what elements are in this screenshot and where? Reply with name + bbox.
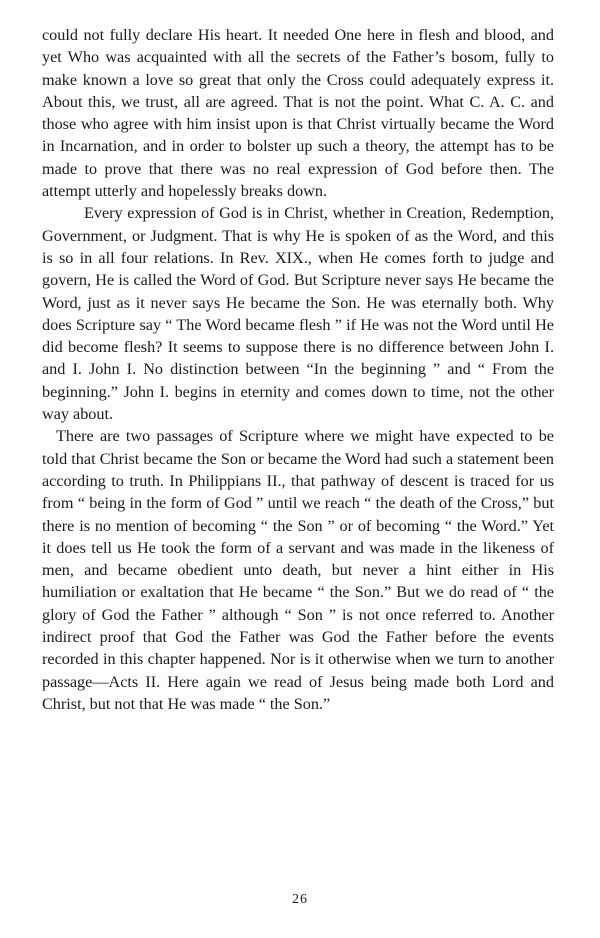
paragraph-1: could not fully declare His heart. It needed One here in flesh and blood, and yet Who was acquainted with all the secrets of the Father’s bosom, fully to make known a love so great that only the Cross could adequately express it. About this, we trust, all are agreed. That is not the point. What C. A. C. and those who agree with him insist upon is that Christ virtually became the Word in Incarnation, and in order to bolster up such a theory, the attempt has to be made to prove that there was no real expression of God before then. The attempt utterly and hopelessly breaks down. bbox=[42, 26, 554, 201]
body-text bbox=[42, 24, 554, 715]
paragraph-3: There are two passages of Scripture where we might have expected to be told that Christ became the Son or became the Word had such a statement been according to truth. In Philippians II., that pathway of descent is traced for us from “ being in the form of God ” until we reach “ the death of the Cross,” but there is no mention of becoming “ the Son ” or of becoming “ the Word.” Yet it does tell us He took the form of a servant and was made in the likeness of men, and became obedient unto death, but never a hint either in His humiliation or exaltation that He became “ the Son.” But we do read of “ the glory of God the Father ” although “ Son ” is not once referred to. Another indirect proof that God the Father was God the Father before the events recorded in this chapter happened. Nor is it otherwise when we turn to another passage—Acts II. Here again we read of Jesus being made both Lord and Christ, but not that He was made “ the Son.” bbox=[42, 427, 554, 713]
page-number: 26 bbox=[292, 892, 308, 907]
paragraph-2: Every expression of God is in Christ, whether in Creation, Redemption, Government, or Judgment. That is why He is spoken of as the Word, and this is so in all four relations. In Rev. XIX., when He comes forth to judge and govern, He is called the Word of God. But Scripture never says He became the Word, just as it never says He became the Son. He was eternally both. Why does Scripture say “ The Word became flesh ” if He was not the Word until He did become flesh? It seems to suppose there is no difference between John I. and I. John I. No distinction between “In the beginning ” and “ From the beginning.” John I. begins in eternity and comes down to time, not the other way about. bbox=[42, 204, 554, 424]
